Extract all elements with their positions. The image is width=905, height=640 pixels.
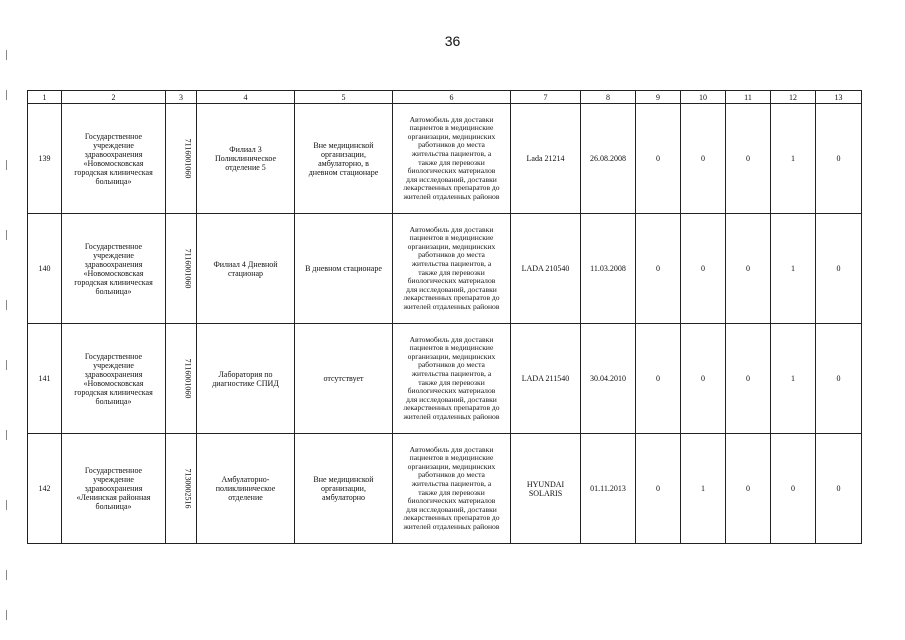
column-header: 11 (726, 91, 771, 104)
vehicle-cell (511, 104, 581, 214)
cell-line: Государственное (84, 131, 143, 141)
cell-line: Поликлиническое (214, 154, 277, 163)
cell-line: работников до места (418, 250, 485, 260)
cell-line: городская клиническая (74, 167, 153, 177)
purpose-cell (393, 214, 511, 324)
vehicle-cell (511, 214, 581, 324)
purpose-cell (393, 434, 511, 544)
cell-line: больница» (95, 502, 132, 511)
column-header: 2 (62, 91, 166, 104)
cell-line: для исследований, доставки (406, 174, 497, 184)
cell-line: также для перевозки (418, 377, 485, 387)
row-number: 139 (28, 104, 62, 214)
cell-line: организации, (321, 149, 366, 159)
cell-line: жительства пациентов, а (411, 148, 492, 158)
purpose-cell (393, 104, 511, 214)
cell-line: больница» (95, 176, 132, 186)
column-header: 12 (771, 91, 816, 104)
cell-line: отсутствует (323, 374, 364, 383)
column-header: 9 (636, 91, 681, 104)
cell-line: для исследований, доставки (406, 394, 497, 404)
column-number-header-row (28, 91, 862, 104)
cell-line: LADA 210540 (521, 264, 570, 273)
cell-line: учреждение (93, 140, 134, 150)
column-header: 6 (393, 91, 511, 104)
cell-line: работников до места (418, 470, 485, 480)
inn-code: 7116001060 (183, 358, 193, 399)
cell-line: лекарственных препаратов до (403, 513, 500, 523)
cell-line: дневном стационаре (308, 167, 379, 177)
col-12-cell: 1 (771, 324, 816, 434)
column-header: 5 (295, 91, 393, 104)
cell-line: SOLARIS (528, 488, 563, 498)
inn-code-cell (166, 324, 197, 434)
col-10-cell: 1 (681, 434, 726, 544)
cell-line: лекарственных препаратов до (403, 293, 500, 303)
cell-line: жителей отдаленных районов (403, 521, 500, 531)
col-11-cell: 0 (726, 104, 771, 214)
cell-line: учреждение (93, 360, 134, 370)
cell-line: пациентов в медицинские (409, 233, 494, 243)
cell-line: HYUNDAI (526, 479, 565, 489)
col-11-cell: 0 (726, 214, 771, 324)
column-header: 10 (681, 91, 726, 104)
col-10-cell: 0 (681, 324, 726, 434)
cell-line: «Новомосковская (83, 268, 144, 278)
cell-line: LADA 211540 (521, 374, 570, 383)
cell-line: Вне медицинской (313, 140, 374, 150)
cell-line: отделение 5 (225, 163, 266, 172)
cell-line: Lada 21214 (526, 154, 565, 163)
cell-line: жительства пациентов, а (411, 368, 492, 378)
column-header: 4 (197, 91, 295, 104)
cell-line: жителей отдаленных районов (403, 191, 500, 201)
organization-cell (62, 214, 166, 324)
branch-cell (197, 104, 295, 214)
date-cell: 30.04.2010 (581, 324, 636, 434)
cell-line: также для перевозки (418, 267, 485, 277)
col-9-cell: 0 (636, 324, 681, 434)
organization-cell (62, 324, 166, 434)
date-cell: 01.11.2013 (581, 434, 636, 544)
cell-line: работников до места (418, 360, 485, 370)
cell-line: организации, (321, 484, 366, 493)
page-number: 36 (444, 33, 461, 49)
branch-cell (197, 434, 295, 544)
inn-code-cell (166, 214, 197, 324)
col-11-cell: 0 (726, 324, 771, 434)
cell-line: Государственное (84, 466, 143, 475)
cell-line: амбулаторно, в (318, 158, 369, 168)
cell-line: городская клиническая (74, 277, 153, 287)
branch-cell (197, 324, 295, 434)
cell-line: организации, медицинских (407, 241, 496, 251)
cell-line: Автомобиль для доставки (409, 334, 494, 344)
cell-line: биологических материалов (407, 496, 496, 506)
cell-line: Лаборатория по (218, 369, 273, 379)
cell-line: диагностике СПИД (212, 378, 279, 388)
row-number: 142 (28, 434, 62, 544)
cell-line: жительства пациентов, а (411, 258, 492, 268)
col-13-cell: 0 (816, 104, 862, 214)
cell-line: Филиал 4 Дневной (213, 259, 278, 269)
cell-line: пациентов в медицинские (409, 453, 494, 463)
table-row (28, 324, 862, 434)
inn-code-cell (166, 434, 197, 544)
cell-line: стационар (227, 268, 264, 278)
cell-line: Государственное (84, 241, 143, 251)
col-9-cell: 0 (636, 104, 681, 214)
inn-code: 7130002516 (183, 468, 193, 509)
cell-line: организации, медицинских (407, 351, 496, 361)
cell-line: отделение (228, 493, 263, 502)
column-header: 13 (816, 91, 862, 104)
cell-line: пациентов в медицинские (409, 123, 494, 133)
cell-line: В дневном стационаре (305, 264, 382, 273)
cell-line: «Ленинская районная (76, 493, 151, 502)
care-mode-cell (295, 214, 393, 324)
inn-code: 7116001060 (183, 248, 193, 289)
organization-cell (62, 104, 166, 214)
cell-line: амбулаторно (321, 493, 366, 502)
col-12-cell: 1 (771, 214, 816, 324)
care-mode-cell (295, 324, 393, 434)
cell-line: Автомобиль для доставки (409, 444, 494, 454)
organization-cell (62, 434, 166, 544)
cell-line: жителей отдаленных районов (403, 301, 500, 311)
cell-line: для исследований, доставки (406, 284, 497, 294)
care-mode-cell (295, 104, 393, 214)
cell-line: для исследований, доставки (406, 504, 497, 514)
cell-line: Автомобиль для доставки (409, 114, 494, 124)
vehicle-cell (511, 324, 581, 434)
cell-line: городская клиническая (74, 387, 153, 397)
col-12-cell: 1 (771, 104, 816, 214)
cell-line: «Новомосковская (83, 158, 144, 168)
cell-line: пациентов в медицинские (409, 343, 494, 353)
cell-line: биологических материалов (407, 276, 496, 286)
cell-line: жителей отдаленных районов (403, 411, 500, 421)
col-13-cell: 0 (816, 214, 862, 324)
cell-line: лекарственных препаратов до (403, 183, 500, 193)
inn-code-cell (166, 104, 197, 214)
cell-line: здравоохранения (84, 259, 143, 269)
cell-line: учреждение (93, 475, 134, 484)
cell-line: лекарственных препаратов до (403, 403, 500, 413)
cell-line: здравоохранения (84, 149, 143, 159)
column-header: 7 (511, 91, 581, 104)
table-row (28, 104, 862, 214)
cell-line: Филиал 3 (229, 145, 262, 154)
col-10-cell: 0 (681, 104, 726, 214)
date-cell: 11.03.2008 (581, 214, 636, 324)
cell-line: организации, медицинских (407, 461, 496, 471)
col-13-cell: 0 (816, 434, 862, 544)
row-number: 140 (28, 214, 62, 324)
vehicle-register-table (27, 90, 862, 544)
cell-line: биологических материалов (407, 166, 496, 176)
cell-line: также для перевозки (418, 157, 485, 167)
col-12-cell: 0 (771, 434, 816, 544)
cell-line: «Новомосковская (83, 378, 144, 388)
cell-line: Вне медицинской (313, 475, 374, 484)
cell-line: Государственное (84, 351, 143, 361)
col-9-cell: 0 (636, 214, 681, 324)
inn-code: 7116001060 (183, 138, 193, 179)
col-10-cell: 0 (681, 214, 726, 324)
col-9-cell: 0 (636, 434, 681, 544)
cell-line: больница» (95, 286, 132, 296)
cell-line: организации, медицинских (407, 131, 496, 141)
cell-line: также для перевозки (418, 487, 485, 497)
cell-line: учреждение (93, 250, 134, 260)
cell-line: больница» (95, 396, 132, 406)
column-header: 3 (166, 91, 197, 104)
cell-line: поликлиническое (215, 484, 276, 493)
column-header: 8 (581, 91, 636, 104)
row-number: 141 (28, 324, 62, 434)
cell-line: жительства пациентов, а (411, 478, 492, 488)
branch-cell (197, 214, 295, 324)
cell-line: Амбулаторно- (221, 475, 270, 484)
col-11-cell: 0 (726, 434, 771, 544)
cell-line: здравоохранения (84, 484, 143, 493)
column-header: 1 (28, 91, 62, 104)
table-row (28, 434, 862, 544)
left-margin-marks (6, 30, 8, 630)
care-mode-cell (295, 434, 393, 544)
date-cell: 26.08.2008 (581, 104, 636, 214)
col-13-cell: 0 (816, 324, 862, 434)
vehicle-cell (511, 434, 581, 544)
cell-line: биологических материалов (407, 386, 496, 396)
cell-line: Автомобиль для доставки (409, 224, 494, 234)
cell-line: здравоохранения (84, 369, 143, 379)
table-row (28, 214, 862, 324)
cell-line: работников до места (418, 140, 485, 150)
purpose-cell (393, 324, 511, 434)
